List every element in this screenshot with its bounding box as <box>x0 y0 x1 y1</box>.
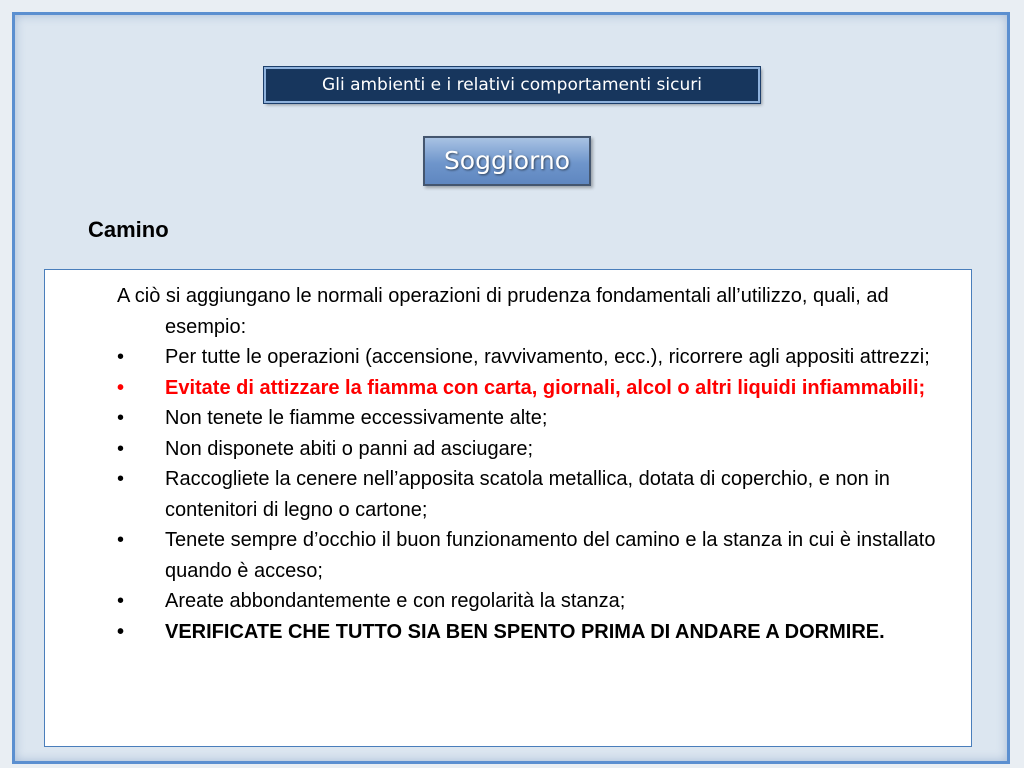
subsection-title: Camino <box>88 217 169 242</box>
list-item-text: Non tenete le fiamme eccessivamente alte; <box>165 407 548 429</box>
content-box <box>44 269 972 747</box>
list-item-text: Per tutte le operazioni (accensione, ravvivamento, ecc.), ricorrere agli appositi attrezzi; <box>165 346 930 368</box>
list-item-text: VERIFICATE CHE TUTTO SIA BEN SPENTO PRIMA DI ANDARE A DORMIRE. <box>165 620 885 643</box>
list-item <box>117 464 963 525</box>
list-item-text: Raccogliete la cenere nell’apposita scatola metallica, dotata di coperchio, e non in contenitori di legno o cartone; <box>165 468 890 521</box>
header-title: Gli ambienti e i relativi comportamenti sicuri <box>264 67 760 103</box>
list-item <box>117 403 963 434</box>
list-item-final <box>117 617 963 648</box>
list-item-warning <box>117 373 963 404</box>
bullet-icon: • <box>117 620 125 643</box>
list-item-text: Tenete sempre d’occhio il buon funzionamento del camino e la stanza in cui è installato quando è acceso; <box>165 529 936 582</box>
bullet-icon: • <box>117 407 125 429</box>
bullet-icon: • <box>117 437 125 460</box>
list-item-text: Areate abbondantemente e con regolarità la stanza; <box>165 590 626 612</box>
intro-paragraph: A ciò si aggiungano le normali operazioni di prudenza fondamentali all’utilizzo, quali, ad esempio: <box>117 285 889 338</box>
list-item <box>117 586 963 617</box>
safety-list <box>117 342 963 647</box>
bullet-icon: • <box>117 529 125 551</box>
bullet-icon: • <box>117 590 125 612</box>
bullet-icon: • <box>117 376 125 399</box>
content-text <box>117 281 963 647</box>
bullet-icon: • <box>117 346 125 368</box>
bullet-icon: • <box>117 468 125 490</box>
section-badge: Soggiorno <box>423 136 591 186</box>
list-item-text: Non disponete abiti o panni ad asciugare; <box>165 437 534 460</box>
list-item <box>117 342 963 373</box>
list-item-text: Evitate di attizzare la fiamma con carta, giornali, alcol o altri liquidi infiammabili; <box>165 376 926 399</box>
list-item <box>117 434 963 465</box>
list-item <box>117 525 963 586</box>
